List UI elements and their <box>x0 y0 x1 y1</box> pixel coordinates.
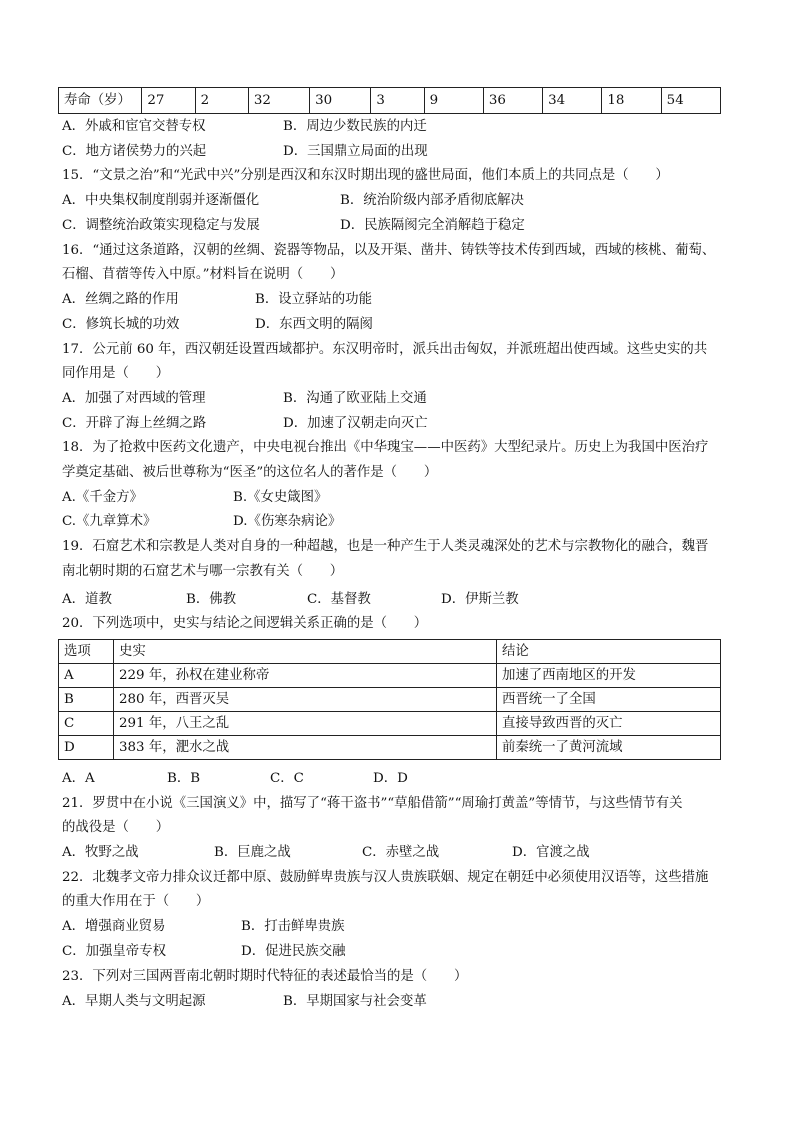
option-c[interactable]: C．调整统治政策实现稳定与发展 <box>62 218 260 233</box>
option-a[interactable]: A．丝绸之路的作用 <box>62 292 179 307</box>
table-cell: 直接导致西晋的灭亡 <box>497 712 721 736</box>
question-22-text: 22．北魏孝文帝力排众议迁都中原、鼓励鲜卑贵族与汉人贵族联姻、规定在朝廷中必须使用汉语等，这些措施 <box>62 870 709 885</box>
option-b[interactable]: B．打击鲜卑贵族 <box>241 919 345 934</box>
option-a[interactable]: A．A <box>62 771 95 786</box>
option-c[interactable]: C．C <box>270 771 304 786</box>
option-b[interactable]: B．沟通了欧亚陆上交通 <box>283 391 427 406</box>
question-15-text: 15．“文景之治”和“光武中兴”分别是西汉和东汉时期出现的盛世局面，他们本质上的共同点是（ ） <box>62 168 669 183</box>
table-cell: 383 年，淝水之战 <box>114 736 497 760</box>
option-d[interactable]: D.《伤寒杂病论》 <box>233 514 342 529</box>
table-cell: D <box>59 736 114 760</box>
table-cell: 加速了西南地区的开发 <box>497 664 721 688</box>
option-a[interactable]: A．牧野之战 <box>62 845 139 860</box>
option-c[interactable]: C．修筑长城的功效 <box>62 317 180 332</box>
table-cell: B <box>59 688 114 712</box>
question-23-text: 23．下列对三国两晋南北朝时期时代特征的表述最恰当的是（ ） <box>62 969 468 984</box>
table-cell: 寿命（岁） <box>59 88 142 114</box>
table-row <box>59 712 721 736</box>
option-b[interactable]: B．早期国家与社会变革 <box>283 994 427 1009</box>
option-a[interactable]: A．道教 <box>62 592 112 607</box>
table-cell: 18 <box>602 88 661 114</box>
option-a[interactable]: A．加强了对西域的管理 <box>62 391 206 406</box>
option-b[interactable]: B．巨鹿之战 <box>214 845 291 860</box>
option-a[interactable]: A．增强商业贸易 <box>62 919 166 934</box>
table-cell: C <box>59 712 114 736</box>
option-c[interactable]: C．开辟了海上丝绸之路 <box>62 416 207 431</box>
column-header: 选项 <box>59 640 114 664</box>
option-a[interactable]: A．早期人类与文明起源 <box>62 994 206 1009</box>
option-d[interactable]: D．官渡之战 <box>512 845 590 860</box>
option-b[interactable]: B．B <box>167 771 201 786</box>
table-cell: 27 <box>142 88 195 114</box>
table-header-row <box>59 640 721 664</box>
table-cell: 3 <box>371 88 424 114</box>
question-17-text: 17．公元前 60 年，西汉朝廷设置西域都护。东汉明帝时，派兵出击匈奴，并派班超出使西域。这些史实的共 <box>62 342 708 357</box>
question-21-text: 21．罗贯中在小说《三国演义》中，描写了“蒋干盗书”“草船借箭”“周瑜打黄盖”等情节，与这些情节有关 <box>62 796 683 811</box>
table-cell: 30 <box>310 88 371 114</box>
lifespan-table <box>58 87 721 114</box>
option-d[interactable]: D．民族隔阂完全消解趋于稳定 <box>340 218 525 233</box>
table-cell: 西晋统一了全国 <box>497 688 721 712</box>
table-row <box>59 688 721 712</box>
question-17-text: 同作用是（ ） <box>62 366 170 381</box>
table-cell: 34 <box>543 88 602 114</box>
table-row <box>59 88 721 114</box>
option-c[interactable]: C．地方诸侯势力的兴起 <box>62 144 207 159</box>
option-d[interactable]: D．东西文明的隔阂 <box>255 317 373 332</box>
table-cell: 9 <box>424 88 483 114</box>
option-b[interactable]: B．统治阶级内部矛盾彻底解决 <box>340 193 524 208</box>
option-a[interactable]: A．外戚和宦官交替专权 <box>62 119 206 134</box>
question-19-text: 19．石窟艺术和宗教是人类对自身的一种超越，也是一种产生于人类灵魂深处的艺术与宗教物化的融合，魏晋 <box>62 539 709 554</box>
option-b[interactable]: B.《女史箴图》 <box>233 490 328 505</box>
question-16-text: 石榴、苜蓿等传入中原。”材料旨在说明（ ） <box>62 267 344 282</box>
option-d[interactable]: D．D <box>373 771 408 786</box>
option-d[interactable]: D．促进民族交融 <box>241 944 346 959</box>
option-b[interactable]: B．设立驿站的功能 <box>255 292 372 307</box>
option-c[interactable]: C.《九章算术》 <box>62 514 157 529</box>
table-cell: 54 <box>661 88 720 114</box>
column-header: 结论 <box>497 640 721 664</box>
table-cell: 229 年，孙权在建业称帝 <box>114 664 497 688</box>
fact-conclusion-table <box>58 639 721 760</box>
table-row <box>59 736 721 760</box>
question-20-text: 20．下列选项中，史实与结论之间逻辑关系正确的是（ ） <box>62 616 428 631</box>
column-header: 史实 <box>114 640 497 664</box>
question-18-text: 学奠定基础、被后世尊称为“医圣”的这位名人的著作是（ ） <box>62 465 438 480</box>
question-19-text: 南北朝时期的石窟艺术与哪一宗教有关（ ） <box>62 564 344 579</box>
option-c[interactable]: C．赤壁之战 <box>362 845 440 860</box>
table-cell: 32 <box>248 88 309 114</box>
table-cell: 前秦统一了黄河流域 <box>497 736 721 760</box>
question-16-text: 16．“通过这条道路，汉朝的丝绸、瓷器等物品，以及开渠、凿井、铸铁等技术传到西域，西域的核桃、葡萄、 <box>62 243 716 258</box>
question-22-text: 的重大作用在于（ ） <box>62 894 210 909</box>
table-cell: 36 <box>483 88 542 114</box>
option-b[interactable]: B．周边少数民族的内迁 <box>283 119 427 134</box>
option-a[interactable]: A.《千金方》 <box>62 490 143 505</box>
question-18-text: 18．为了抢救中医药文化遗产，中央电视台推出《中华瑰宝——中医药》大型纪录片。历史上为我国中医治疗 <box>62 440 709 455</box>
table-cell: 2 <box>195 88 248 114</box>
option-d[interactable]: D．加速了汉朝走向灭亡 <box>283 416 428 431</box>
question-21-text: 的战役是（ ） <box>62 820 170 835</box>
option-b[interactable]: B．佛教 <box>186 592 237 607</box>
table-row <box>59 664 721 688</box>
table-cell: 280 年，西晋灭吴 <box>114 688 497 712</box>
table-cell: A <box>59 664 114 688</box>
option-d[interactable]: D．三国鼎立局面的出现 <box>283 144 428 159</box>
table-cell: 291 年，八王之乱 <box>114 712 497 736</box>
option-c[interactable]: C．加强皇帝专权 <box>62 944 166 959</box>
option-c[interactable]: C．基督教 <box>307 592 371 607</box>
option-a[interactable]: A．中央集权制度削弱并逐渐僵化 <box>62 193 260 208</box>
option-d[interactable]: D．伊斯兰教 <box>441 592 519 607</box>
